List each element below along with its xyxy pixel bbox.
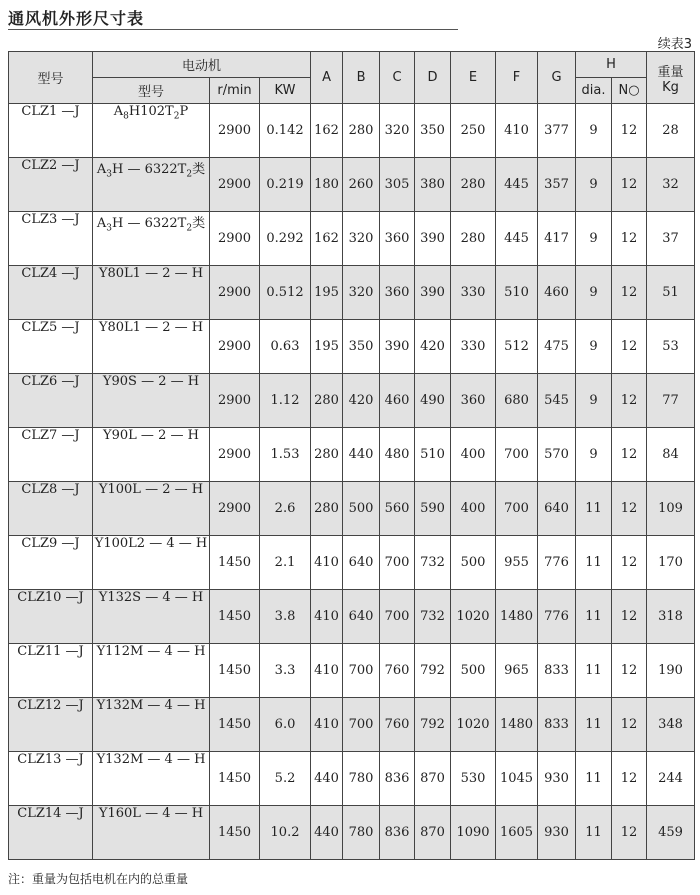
cell-motor: Y132M — 4 — H	[93, 698, 210, 752]
cell-kw: 1.53	[260, 428, 311, 482]
cell-g: 377	[538, 104, 576, 158]
cell-dia: 9	[576, 158, 612, 212]
cell-rpm: 1450	[210, 698, 260, 752]
cell-kw: 5.2	[260, 752, 311, 806]
col-header-h: H	[576, 52, 647, 78]
cell-c: 360	[380, 266, 415, 320]
cell-dia: 9	[576, 320, 612, 374]
cell-b: 780	[343, 806, 380, 860]
cell-model: CLZ8 —J	[9, 482, 93, 536]
cell-motor: Y112M — 4 — H	[93, 644, 210, 698]
cell-dia: 11	[576, 644, 612, 698]
cell-weight: 28	[647, 104, 695, 158]
cell-d: 792	[415, 698, 451, 752]
cell-no: 12	[612, 428, 647, 482]
col-header-d: D	[415, 52, 451, 104]
cell-f: 680	[496, 374, 538, 428]
cell-a: 410	[311, 644, 343, 698]
cell-model: CLZ12 —J	[9, 698, 93, 752]
cell-rpm: 2900	[210, 158, 260, 212]
cell-b: 260	[343, 158, 380, 212]
cell-b: 350	[343, 320, 380, 374]
cell-dia: 11	[576, 590, 612, 644]
cell-c: 460	[380, 374, 415, 428]
cell-c: 320	[380, 104, 415, 158]
cell-motor: Y132M — 4 — H	[93, 752, 210, 806]
cell-a: 162	[311, 212, 343, 266]
cell-d: 350	[415, 104, 451, 158]
cell-a: 162	[311, 104, 343, 158]
cell-model: CLZ1 —J	[9, 104, 93, 158]
cell-no: 12	[612, 644, 647, 698]
cell-g: 417	[538, 212, 576, 266]
cell-motor: Y132S — 4 — H	[93, 590, 210, 644]
table-row	[9, 104, 695, 158]
cell-c: 390	[380, 320, 415, 374]
cell-no: 12	[612, 374, 647, 428]
col-header-b: B	[343, 52, 380, 104]
table-row	[9, 806, 695, 860]
page-title: 通风机外形尺寸表	[8, 9, 145, 28]
weight-unit: Kg	[662, 79, 679, 95]
cell-no: 12	[612, 482, 647, 536]
cell-motor: Y80L1 — 2 — H	[93, 266, 210, 320]
cell-b: 320	[343, 266, 380, 320]
cell-c: 360	[380, 212, 415, 266]
cell-b: 780	[343, 752, 380, 806]
cell-g: 833	[538, 644, 576, 698]
col-header-a: A	[311, 52, 343, 104]
cell-b: 500	[343, 482, 380, 536]
cell-e: 1020	[451, 698, 496, 752]
cell-weight: 459	[647, 806, 695, 860]
cell-rpm: 2900	[210, 266, 260, 320]
cell-d: 870	[415, 752, 451, 806]
cell-b: 280	[343, 104, 380, 158]
col-header-e: E	[451, 52, 496, 104]
cell-f: 955	[496, 536, 538, 590]
cell-model: CLZ11 —J	[9, 644, 93, 698]
cell-e: 280	[451, 212, 496, 266]
cell-d: 870	[415, 806, 451, 860]
col-header-f: F	[496, 52, 538, 104]
cell-kw: 2.6	[260, 482, 311, 536]
cell-e: 500	[451, 536, 496, 590]
cell-weight: 348	[647, 698, 695, 752]
cell-b: 640	[343, 590, 380, 644]
cell-kw: 3.8	[260, 590, 311, 644]
cell-d: 510	[415, 428, 451, 482]
cell-d: 792	[415, 644, 451, 698]
table-row	[9, 752, 695, 806]
cell-dia: 11	[576, 806, 612, 860]
cell-f: 445	[496, 158, 538, 212]
cell-a: 440	[311, 752, 343, 806]
cell-f: 1045	[496, 752, 538, 806]
cell-weight: 190	[647, 644, 695, 698]
cell-rpm: 2900	[210, 374, 260, 428]
table-row	[9, 428, 695, 482]
cell-e: 360	[451, 374, 496, 428]
cell-d: 380	[415, 158, 451, 212]
cell-model: CLZ10 —J	[9, 590, 93, 644]
cell-c: 480	[380, 428, 415, 482]
cell-e: 530	[451, 752, 496, 806]
cell-no: 12	[612, 104, 647, 158]
cell-e: 400	[451, 482, 496, 536]
cell-e: 250	[451, 104, 496, 158]
cell-a: 280	[311, 428, 343, 482]
cell-rpm: 2900	[210, 212, 260, 266]
cell-d: 732	[415, 536, 451, 590]
cell-model: CLZ3 —J	[9, 212, 93, 266]
cell-rpm: 1450	[210, 644, 260, 698]
cell-model: CLZ7 —J	[9, 428, 93, 482]
col-header-rpm: r/min	[210, 78, 260, 104]
cell-dia: 11	[576, 482, 612, 536]
cell-weight: 37	[647, 212, 695, 266]
cell-motor: $A_3H$ — $6322T_2$类	[93, 212, 210, 266]
cell-weight: 170	[647, 536, 695, 590]
cell-model: CLZ14 —J	[9, 806, 93, 860]
cell-d: 590	[415, 482, 451, 536]
table-row	[9, 320, 695, 374]
cell-weight: 77	[647, 374, 695, 428]
cell-no: 12	[612, 158, 647, 212]
cell-d: 420	[415, 320, 451, 374]
cell-weight: 51	[647, 266, 695, 320]
cell-c: 836	[380, 806, 415, 860]
cell-dia: 9	[576, 266, 612, 320]
cell-no: 12	[612, 752, 647, 806]
cell-d: 390	[415, 266, 451, 320]
cell-a: 280	[311, 482, 343, 536]
cell-g: 930	[538, 752, 576, 806]
continued-label: 续表3	[657, 37, 692, 52]
cell-e: 280	[451, 158, 496, 212]
table-row	[9, 158, 695, 212]
cell-motor: Y90S — 2 — H	[93, 374, 210, 428]
cell-a: 280	[311, 374, 343, 428]
cell-motor: Y100L — 2 — H	[93, 482, 210, 536]
cell-no: 12	[612, 698, 647, 752]
cell-e: 400	[451, 428, 496, 482]
table-row	[9, 212, 695, 266]
cell-rpm: 2900	[210, 320, 260, 374]
cell-weight: 84	[647, 428, 695, 482]
cell-a: 195	[311, 320, 343, 374]
col-header-model: 型号	[9, 52, 93, 104]
table-row	[9, 698, 695, 752]
cell-rpm: 1450	[210, 536, 260, 590]
table-body	[9, 104, 695, 860]
cell-e: 1090	[451, 806, 496, 860]
cell-g: 776	[538, 590, 576, 644]
cell-c: 700	[380, 536, 415, 590]
cell-no: 12	[612, 320, 647, 374]
cell-rpm: 1450	[210, 590, 260, 644]
cell-b: 420	[343, 374, 380, 428]
cell-kw: 10.2	[260, 806, 311, 860]
cell-f: 1605	[496, 806, 538, 860]
table-row	[9, 266, 695, 320]
cell-motor: $A_3H$ — $6322T_2$类	[93, 158, 210, 212]
cell-f: 445	[496, 212, 538, 266]
cell-no: 12	[612, 536, 647, 590]
cell-c: 760	[380, 644, 415, 698]
cell-no: 12	[612, 590, 647, 644]
col-header-no: N○	[612, 78, 647, 104]
cell-c: 700	[380, 590, 415, 644]
cell-dia: 9	[576, 212, 612, 266]
col-header-g: G	[538, 52, 576, 104]
cell-dia: 9	[576, 428, 612, 482]
cell-model: CLZ4 —J	[9, 266, 93, 320]
table-row	[9, 536, 695, 590]
cell-f: 700	[496, 482, 538, 536]
col-header-c: C	[380, 52, 415, 104]
cell-a: 410	[311, 536, 343, 590]
cell-c: 836	[380, 752, 415, 806]
cell-a: 195	[311, 266, 343, 320]
cell-weight: 53	[647, 320, 695, 374]
dimension-table	[8, 51, 695, 860]
cell-kw: 0.512	[260, 266, 311, 320]
cell-b: 320	[343, 212, 380, 266]
cell-kw: 0.219	[260, 158, 311, 212]
cell-g: 776	[538, 536, 576, 590]
cell-motor: Y80L1 — 2 — H	[93, 320, 210, 374]
cell-b: 700	[343, 644, 380, 698]
cell-kw: 3.3	[260, 644, 311, 698]
col-header-motor: 电动机	[93, 52, 311, 78]
cell-e: 330	[451, 266, 496, 320]
cell-c: 305	[380, 158, 415, 212]
cell-f: 1480	[496, 698, 538, 752]
cell-no: 12	[612, 266, 647, 320]
cell-c: 560	[380, 482, 415, 536]
cell-e: 330	[451, 320, 496, 374]
cell-dia: 11	[576, 536, 612, 590]
cell-model: CLZ9 —J	[9, 536, 93, 590]
cell-rpm: 2900	[210, 428, 260, 482]
cell-kw: 1.12	[260, 374, 311, 428]
cell-f: 510	[496, 266, 538, 320]
cell-d: 390	[415, 212, 451, 266]
footnote: 注：重量为包括电机在内的总重量	[8, 872, 189, 886]
cell-g: 930	[538, 806, 576, 860]
cell-f: 700	[496, 428, 538, 482]
cell-d: 490	[415, 374, 451, 428]
cell-b: 640	[343, 536, 380, 590]
cell-g: 570	[538, 428, 576, 482]
cell-rpm: 2900	[210, 482, 260, 536]
cell-g: 357	[538, 158, 576, 212]
cell-motor: Y100L2 — 4 — H	[93, 536, 210, 590]
cell-g: 833	[538, 698, 576, 752]
cell-g: 460	[538, 266, 576, 320]
col-header-dia: dia.	[576, 78, 612, 104]
cell-no: 12	[612, 806, 647, 860]
cell-weight: 109	[647, 482, 695, 536]
table-row	[9, 644, 695, 698]
cell-weight: 318	[647, 590, 695, 644]
cell-weight: 244	[647, 752, 695, 806]
cell-kw: 0.142	[260, 104, 311, 158]
cell-rpm: 1450	[210, 806, 260, 860]
cell-model: CLZ6 —J	[9, 374, 93, 428]
cell-kw: 2.1	[260, 536, 311, 590]
cell-dia: 9	[576, 104, 612, 158]
cell-kw: 6.0	[260, 698, 311, 752]
cell-motor: $A_8H102T_2P$	[93, 104, 210, 158]
col-header-weight	[647, 52, 695, 104]
col-header-motor-model: 型号	[93, 78, 210, 104]
cell-f: 1480	[496, 590, 538, 644]
cell-kw: 0.63	[260, 320, 311, 374]
cell-kw: 0.292	[260, 212, 311, 266]
title-underline	[8, 29, 458, 30]
table-row	[9, 590, 695, 644]
cell-model: CLZ2 —J	[9, 158, 93, 212]
cell-g: 545	[538, 374, 576, 428]
cell-a: 410	[311, 698, 343, 752]
cell-c: 760	[380, 698, 415, 752]
col-header-kw: KW	[260, 78, 311, 104]
cell-rpm: 1450	[210, 752, 260, 806]
cell-g: 640	[538, 482, 576, 536]
cell-dia: 11	[576, 698, 612, 752]
cell-e: 500	[451, 644, 496, 698]
cell-motor: Y160L — 4 — H	[93, 806, 210, 860]
cell-a: 180	[311, 158, 343, 212]
cell-d: 732	[415, 590, 451, 644]
cell-no: 12	[612, 212, 647, 266]
cell-dia: 11	[576, 752, 612, 806]
cell-f: 512	[496, 320, 538, 374]
cell-a: 440	[311, 806, 343, 860]
cell-model: CLZ13 —J	[9, 752, 93, 806]
cell-motor: Y90L — 2 — H	[93, 428, 210, 482]
cell-f: 410	[496, 104, 538, 158]
cell-g: 475	[538, 320, 576, 374]
cell-dia: 9	[576, 374, 612, 428]
cell-rpm: 2900	[210, 104, 260, 158]
cell-model: CLZ5 —J	[9, 320, 93, 374]
cell-b: 440	[343, 428, 380, 482]
cell-a: 410	[311, 590, 343, 644]
weight-label: 重量	[657, 64, 684, 80]
cell-weight: 32	[647, 158, 695, 212]
cell-b: 700	[343, 698, 380, 752]
cell-f: 965	[496, 644, 538, 698]
table-row	[9, 374, 695, 428]
cell-e: 1020	[451, 590, 496, 644]
table-row	[9, 482, 695, 536]
